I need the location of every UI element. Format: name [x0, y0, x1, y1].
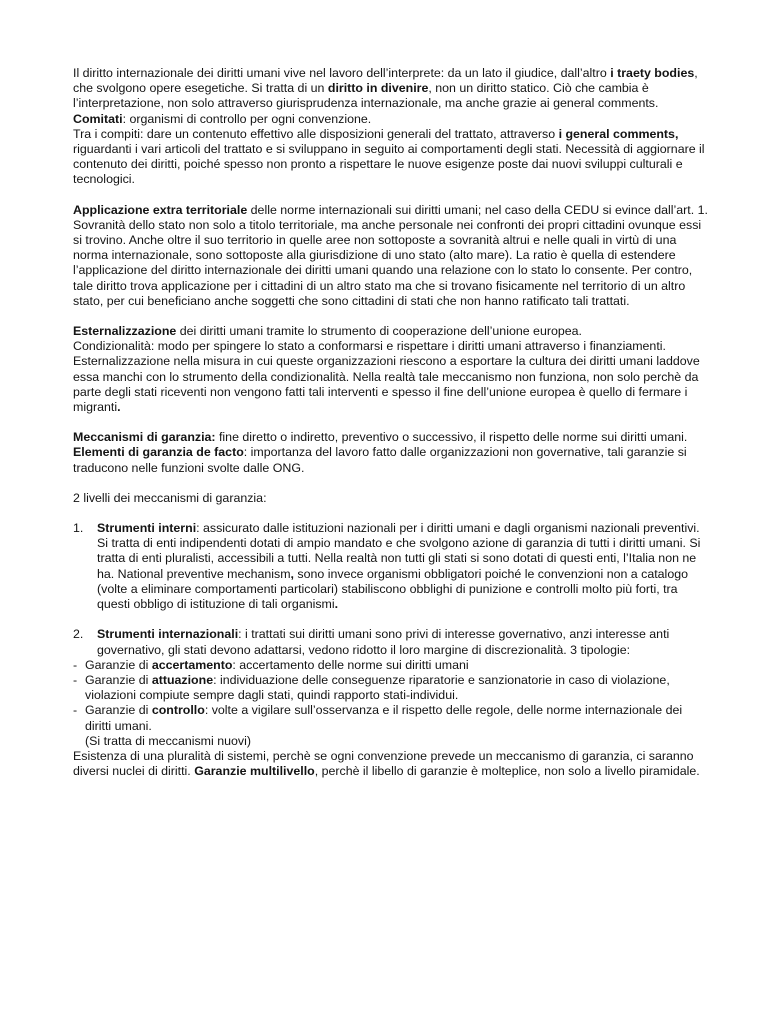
text-run: , che svolgono opere esegetiche. Si tratta di un — [73, 66, 698, 96]
text-run: , non un diritto statico. Ciò che cambia è l’interpretazione, non solo attraverso giurisprudenza internazionale, ma anche grazie ai general comments. — [73, 81, 659, 111]
text-run: Il diritto internazionale dei diritti umani vive nel lavoro dell’interprete: da un lato il giudice, dall’altro — [73, 66, 611, 80]
text-run: dei diritti umani tramite lo strumento di cooperazione dell’unione europea. — [176, 324, 582, 339]
bold-term: Applicazione extra territoriale — [73, 202, 248, 217]
paragraph-meccanismi-garanzia — [73, 430, 709, 445]
bold-term: diritto in divenire — [327, 81, 429, 96]
paragraph-livelli — [73, 491, 709, 506]
text-run: : individuazione delle conseguenze riparatorie e sanzionatorie in caso di violazione, violazioni compiute sempre dagli stati, quindi rapporto stati-individui. — [85, 672, 670, 703]
bold-term: . — [117, 400, 121, 415]
text-run: Esistenza di una pluralità di sistemi, perchè se ogni convenzione prevede un meccanismo di garanzia, ci saranno diversi nuclei di diritti. — [73, 748, 694, 779]
sub-item-controllo — [73, 703, 709, 733]
paragraph-gap — [73, 188, 709, 203]
bold-term: Strumenti interni — [97, 521, 197, 536]
text-run: Condizionalità: modo per spingere lo stato a conformarsi e rispettare i diritti umani attraverso i finanziamenti. — [73, 339, 666, 354]
paragraph-interpretazione — [73, 66, 709, 112]
text-run: Tra i compiti: dare un contenuto effettivo alle disposizioni generali del trattato, attraverso — [73, 126, 559, 141]
paragraph-applicazione-extra-territoriale — [73, 203, 709, 309]
text-run: fine diretto o indiretto, preventivo o successivo, il rispetto delle norme sui diritti umani. — [215, 430, 688, 445]
text-run: : organismi di controllo per ogni convenzione. — [122, 111, 372, 126]
bold-term: Strumenti internazionali — [97, 627, 239, 642]
bold-term: , — [290, 566, 294, 581]
bold-term: . — [334, 597, 339, 612]
text-run: : assicurato dalle istituzioni nazionali per i diritti umani e dagli organismi nazionali preventivi. Si tratta di enti indipendenti dotati di ampio mandato e che svolgono azione di garanzia di tutti i diritti umani. Si tratta di enti pluralisti, accessibili a tutti. Nella realtà non tutti gli stati si sono dotati di questi enti, l’Italia non ne ha. National preventive mechanism — [97, 521, 701, 581]
note-meccanismi-nuovi: (Si tratta di meccanismi nuovi) — [85, 733, 251, 748]
text-run: : volte a vigilare sull’osservanza e il rispetto delle regole, delle norme internazionale dei diritti umani. — [85, 703, 683, 733]
paragraph-gap — [73, 415, 709, 430]
text-run: delle norme internazionali sui diritti umani; nel caso della CEDU si evince dall’art. 1. Sovranità dello stato non solo a titolo territoriale, ma anche personale nei confronti dei propri cittadini ovunque essi si trovino. Anche oltre il suo territorio in quelle aree non sottoposte a sovranità altrui e nelle quali in virtù di una norma internazionale, sono sottoposte alla giurisdizione di uno stato (alto mare). La ratio è quella di estendere l’applicazione del diritto internazionale dei diritti umani quando una relazione con lo stato lo consente. Per contro, tale diritto trova applicazione per i cittadini di un altro stato ma che si trovano fisicamente nel territorio di un altro stato, per cui beneficiano anche soggetti che sono cittadini di stati che non hanno ratificato tali trattati. — [73, 202, 708, 308]
sub-item-attuazione — [73, 673, 709, 703]
text-run: 2 livelli dei meccanismi di garanzia: — [73, 490, 267, 505]
paragraph-gap — [73, 476, 709, 491]
bold-term: Comitati — [73, 111, 123, 126]
paragraph-comitati — [73, 112, 709, 127]
paragraph-gap — [73, 309, 709, 324]
sub-item-accertamento — [73, 658, 709, 673]
list-number: 1. — [73, 521, 84, 536]
paragraph-compiti — [73, 127, 709, 188]
bold-term: attuazione — [151, 672, 214, 687]
paragraph-condizionalita — [73, 339, 709, 354]
document-page — [73, 66, 709, 779]
list-dash: - — [73, 657, 78, 672]
paragraph-gap — [73, 506, 709, 521]
list-dash: - — [73, 703, 78, 718]
paragraph-pluralita-sistemi — [73, 749, 709, 779]
paragraph-esternalizzazione — [73, 324, 709, 339]
text-run: sono invece organismi obbligatori poiché le convenzioni non a catalogo (volte a eliminare comportamenti particolari) stabiliscono obblighi di punizione e controlli molto più forti, tra questi obbligo di istituzione di tali organismi — [97, 566, 688, 612]
list-dash: - — [73, 672, 78, 687]
text-run: riguardanti i vari articoli del trattato e si sviluppano in seguito ai comportamenti degli stati. Necessità di aggiornare il contenuto dei diritti, poiché spesso non pronto a rispettare le nuove esigenze poste dai nuovi sviluppi culturali e tecnologici. — [73, 142, 705, 187]
text-run: : importanza del lavoro fatto dalle organizzazioni non governative, tali garanzie si traducono nelle funzioni svolte dalle ONG. — [73, 445, 687, 475]
bold-term: controllo — [151, 703, 205, 718]
paragraph-elementi-garanzia — [73, 445, 709, 475]
bold-term: Elementi di garanzia de facto — [73, 445, 244, 460]
bold-term: Garanzie multilivello — [194, 764, 315, 779]
numbered-item-strumenti-interni — [73, 521, 709, 612]
text-run: : i trattati sui diritti umani sono privi di interesse governativo, anzi interesse anti governativo, gli stati devono adattarsi, vedono ridotto il loro margine di discrezionalità. 3 tipologie: — [97, 627, 670, 657]
text-run: Garanzie di — [85, 703, 152, 718]
text-run: Esternalizzazione nella misura in cui queste organizzazioni riescono a esportare la cultura dei diritti umani laddove essa manchi con lo strumento della condizionalità. Nella realtà tale meccanismo non funziona, non solo perchè da parte degli stati riceventi non vengono fatti tali interventi e spesso il fine dell’unione europea è quello di fermare i migranti — [73, 354, 700, 415]
bold-term: accertamento — [151, 657, 233, 672]
bold-term: Meccanismi di garanzia: — [73, 430, 216, 445]
text-run: Garanzie di — [85, 657, 152, 672]
paragraph-esternalizzazione-misura — [73, 354, 709, 415]
bold-term: i general comments, — [558, 126, 679, 141]
text-run: : accertamento delle norme sui diritti umani — [232, 657, 469, 672]
text-run: Garanzie di — [85, 672, 152, 687]
numbered-item-strumenti-internazionali — [73, 627, 709, 657]
bold-term: i traety bodies — [610, 66, 695, 80]
bold-term: Esternalizzazione — [73, 324, 177, 339]
text-run: , perchè il libello di garanzie è molteplice, non solo a livello piramidale. — [314, 764, 700, 779]
paragraph-gap — [73, 612, 709, 627]
list-number: 2. — [73, 627, 84, 642]
